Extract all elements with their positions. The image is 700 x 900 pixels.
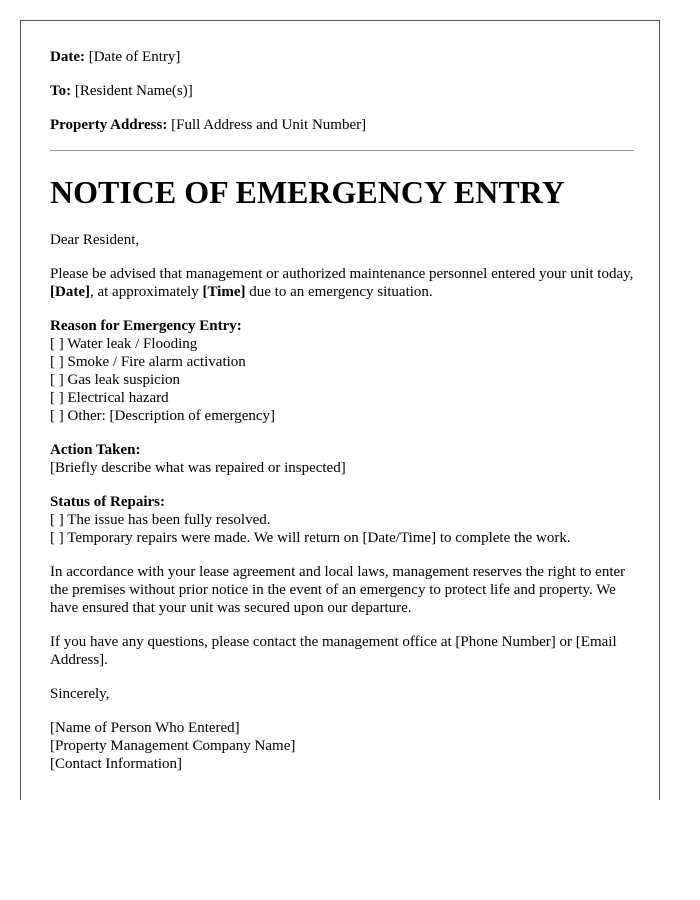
contact-paragraph: If you have any questions, please contact the management office at [Phone Number] or [Email Address]. xyxy=(50,634,617,668)
date-value: [Date of Entry] xyxy=(84,49,181,65)
intro-paragraph xyxy=(50,265,634,301)
intro-text-1: Please be advised that management or authorized maintenance personnel entered your unit today, xyxy=(50,266,634,282)
date-label: Date: xyxy=(50,49,85,65)
reason-item-smoke: [ ] Smoke / Fire alarm activation xyxy=(50,354,246,370)
signature-name: [Name of Person Who Entered] xyxy=(50,720,240,736)
status-item-temporary: [ ] Temporary repairs were made. We will return on [Date/Time] to complete the work. xyxy=(50,530,571,546)
date-line xyxy=(50,48,634,66)
signature-contact: [Contact Information] xyxy=(50,756,183,772)
letter-sheet xyxy=(20,20,660,800)
action-heading: Action Taken: xyxy=(50,442,141,458)
to-line xyxy=(50,82,634,100)
status-item-resolved: [ ] The issue has been fully resolved. xyxy=(50,512,271,528)
status-heading: Status of Repairs: xyxy=(50,494,165,510)
address-line xyxy=(50,116,634,134)
closing: Sincerely, xyxy=(50,686,110,702)
date-placeholder: [Date] xyxy=(50,284,90,300)
reason-item-gas: [ ] Gas leak suspicion xyxy=(50,372,180,388)
status-section xyxy=(50,493,634,547)
time-placeholder: [Time] xyxy=(202,284,246,300)
reason-item-water: [ ] Water leak / Flooding xyxy=(50,336,198,352)
address-label: Property Address: xyxy=(50,117,168,133)
page-title: NOTICE OF EMERGENCY ENTRY xyxy=(50,174,565,210)
to-label: To: xyxy=(50,83,72,99)
signature-company: [Property Management Company Name] xyxy=(50,738,296,754)
action-section xyxy=(50,441,634,477)
to-value: [Resident Name(s)] xyxy=(71,83,193,99)
intro-text-2: , at approximately xyxy=(89,284,203,300)
reason-section xyxy=(50,317,634,425)
reason-item-other: [ ] Other: [Description of emergency] xyxy=(50,408,276,424)
address-value: [Full Address and Unit Number] xyxy=(167,117,367,133)
salutation: Dear Resident, xyxy=(50,232,140,248)
signature-block xyxy=(50,719,634,773)
header-divider xyxy=(50,150,634,151)
reason-heading: Reason for Emergency Entry: xyxy=(50,318,242,334)
intro-text-3: due to an emergency situation. xyxy=(245,284,433,300)
reason-item-electrical: [ ] Electrical hazard xyxy=(50,390,169,406)
letter-content xyxy=(50,48,634,773)
action-text: [Briefly describe what was repaired or inspected] xyxy=(50,460,346,476)
lease-paragraph: In accordance with your lease agreement and local laws, management reserves the right to enter the premises without prior notice in the event of an emergency to protect life and property. We have ensured that your unit was secured upon our departure. xyxy=(50,564,626,616)
